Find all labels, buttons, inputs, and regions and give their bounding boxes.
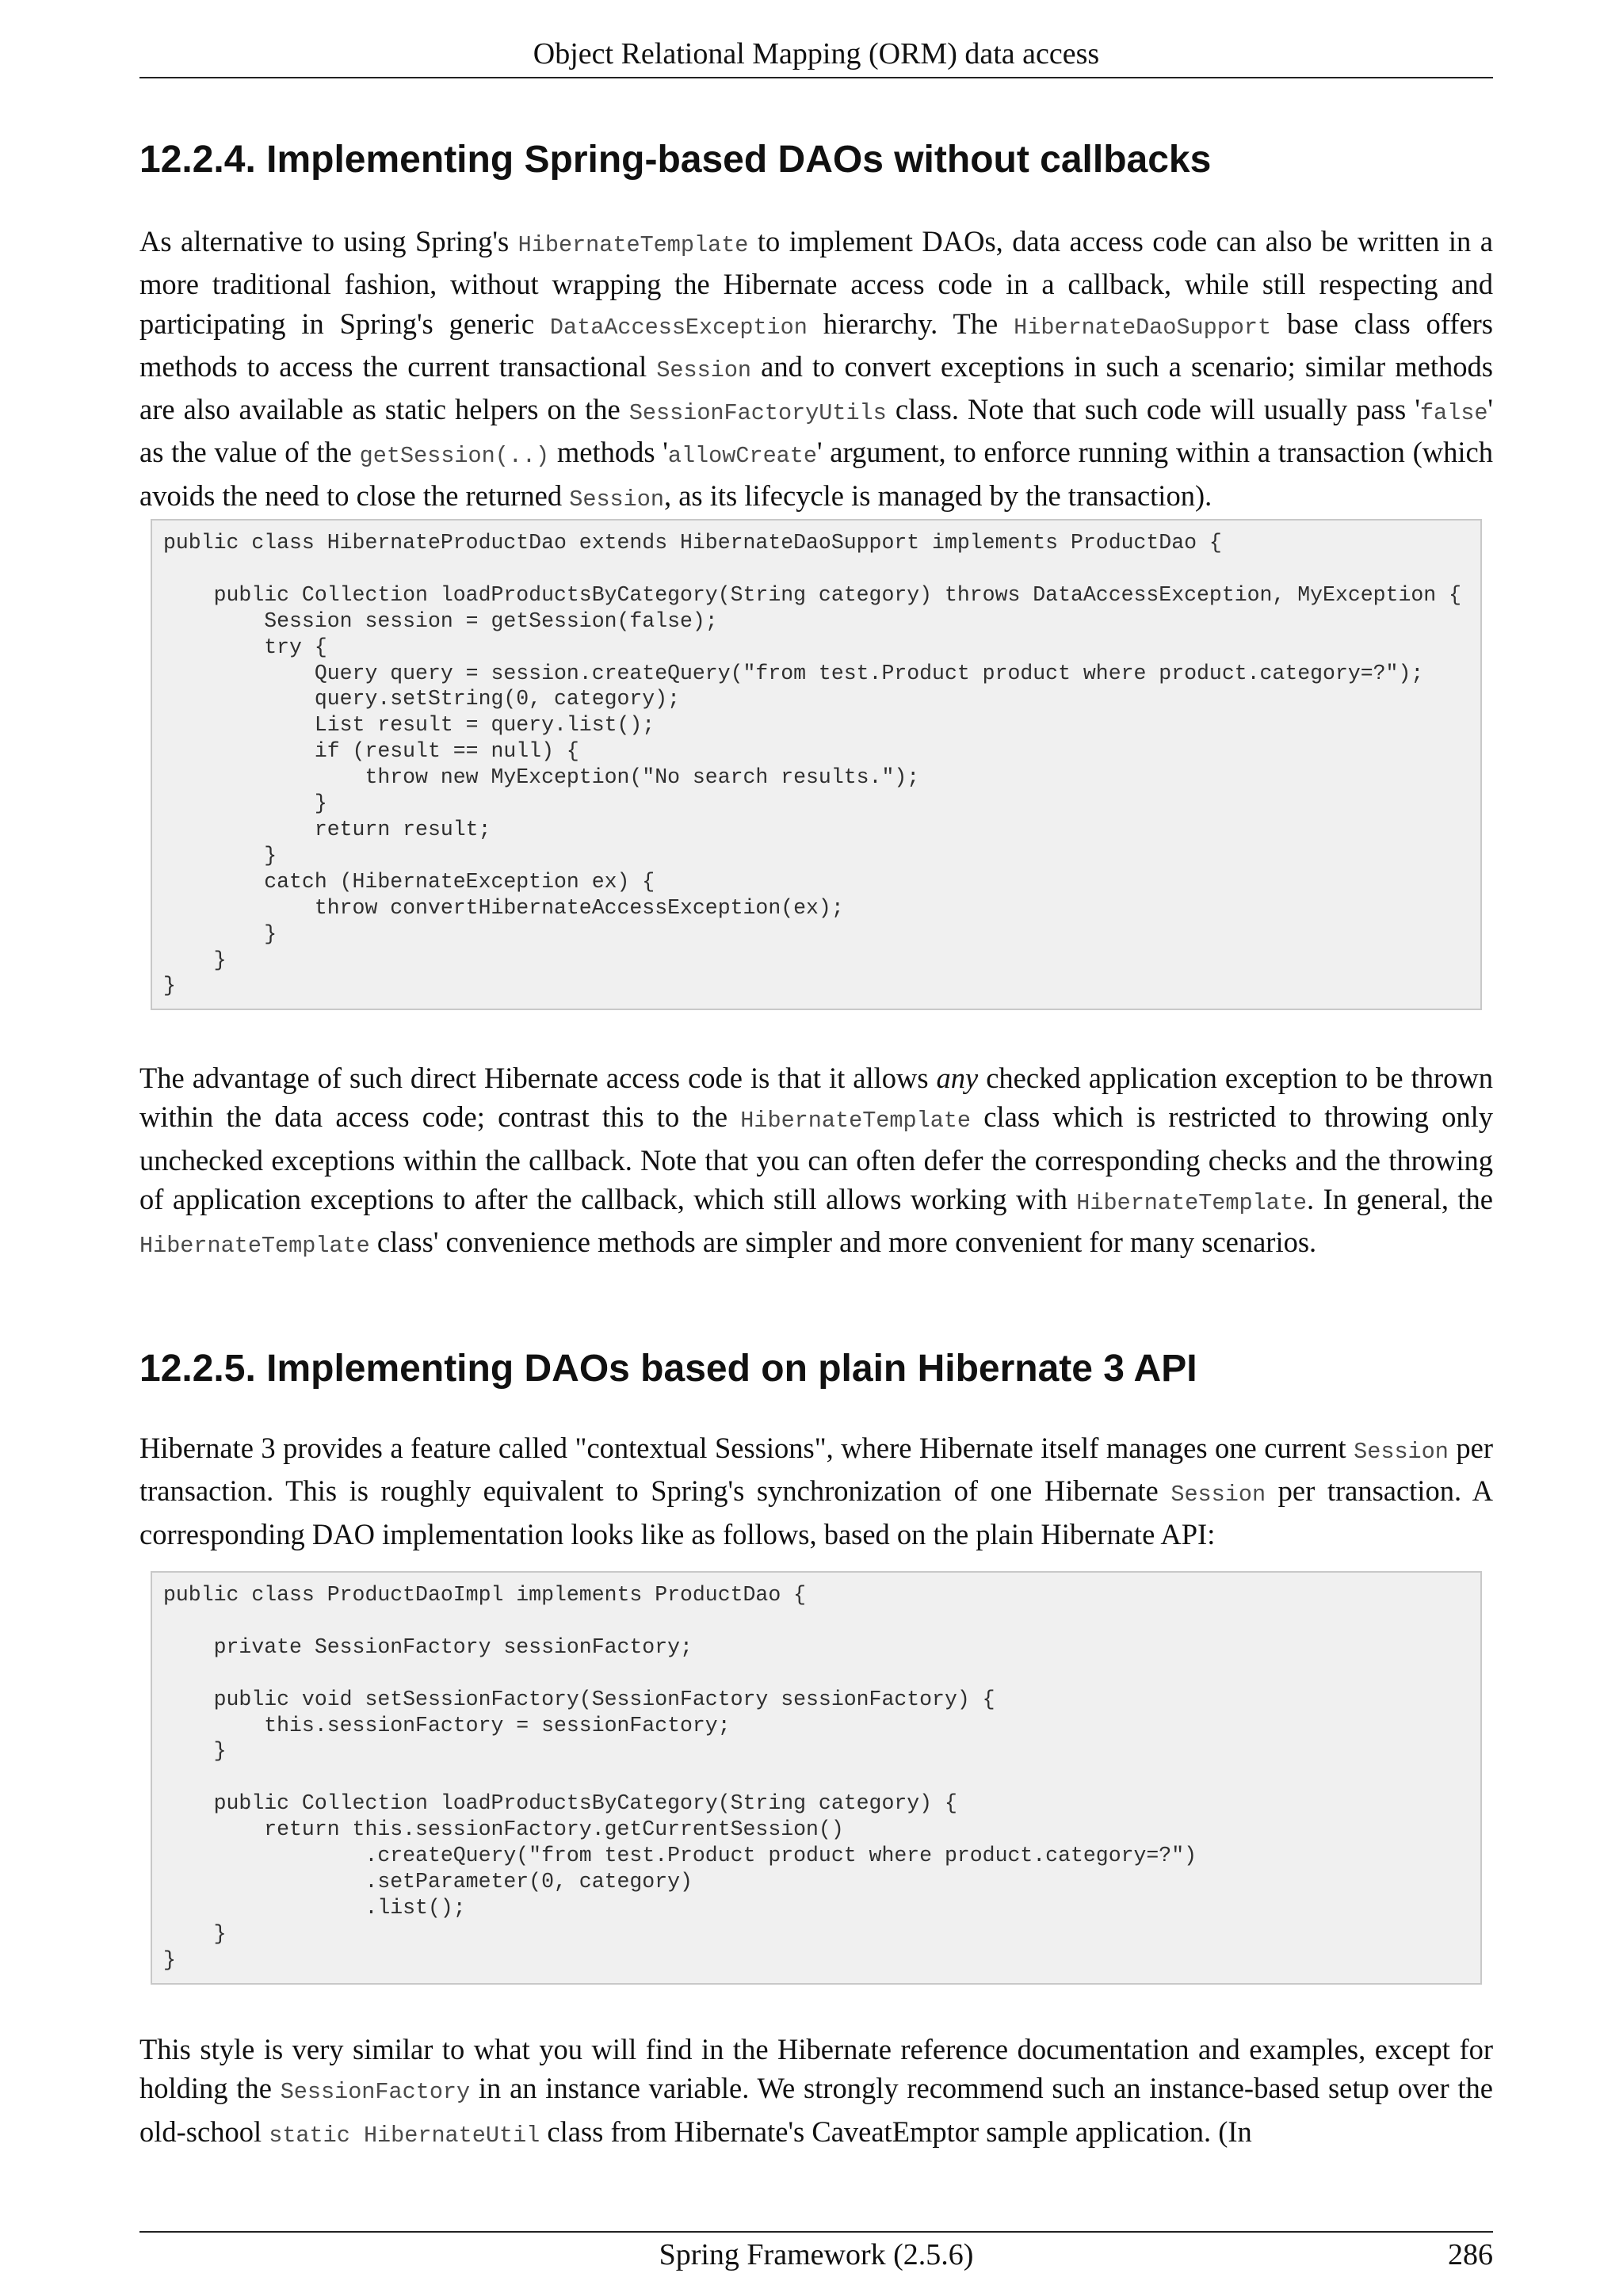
header-rule <box>139 77 1493 78</box>
inline-code: HibernateTemplate <box>517 232 749 258</box>
inline-code: SessionFactoryUtils <box>628 400 887 427</box>
inline-code: HibernateTemplate <box>139 1233 370 1260</box>
inline-code: false <box>1419 400 1488 427</box>
section-heading-12-2-5: 12.2.5. Implementing DAOs based on plain Hibernate 3 API <box>139 1348 1197 1390</box>
paragraph-instance-based-setup: This style is very similar to what you will find in the Hibernate reference documentation and examples, except for holding the SessionFactory in an instance variable. We strongly recommend such an instance-based setup over the old-school static HibernateUtil class from Hibernate's CaveatEmptor sample application. (In <box>139 2033 1493 2149</box>
code-block-product-dao-impl: public class ProductDaoImpl implements ProductDao { private SessionFactory sessionFactory; public void setSessionFactory(SessionFactory sessionFactory) { this.sessionFactory = sessionFactory; } public Collection loadProductsByCategory(String category) { return this.sessionFactory.getCurrentSession() .createQuery("from test.Product product where product.category=?") .setParameter(0, category) .list(); } } <box>151 1571 1482 1985</box>
inline-code: Session <box>1354 1439 1449 1465</box>
paragraph-contextual-sessions: Hibernate 3 provides a feature called "contextual Sessions", where Hibernate itself manages one current Session per transaction. This is roughly equivalent to Spring's synchronization of one Hibernate Session per transaction. A corresponding DAO implementation looks like as follows, based on the plain Hibernate API: <box>139 1432 1493 1550</box>
inline-code: getSession(..) <box>359 443 550 470</box>
running-header: Object Relational Mapping (ORM) data access <box>533 37 1100 71</box>
inline-code: allowCreate <box>667 443 817 470</box>
inline-code: static HibernateUtil <box>269 2122 540 2149</box>
inline-code: HibernateTemplate <box>1076 1189 1308 1216</box>
inline-code: Session <box>656 357 752 383</box>
inline-code: HibernateDaoSupport <box>1014 314 1272 341</box>
inline-code: Session <box>1170 1482 1266 1508</box>
inline-code: Session <box>569 486 664 513</box>
inline-code: SessionFactory <box>280 2079 471 2106</box>
inline-code: HibernateTemplate <box>740 1108 972 1135</box>
paragraph-direct-access-advantage: The advantage of such direct Hibernate access code is that it allows any checked application exception to be thrown within the data access code; contrast this to the HibernateTemplate class which is restricted to throwing only unchecked exceptions within the callback. Note that you can often defer the corresponding checks and the throwing of application exceptions to after the callback, which still allows working with HibernateTemplate. In general, the HibernateTemplate class' convenience methods are simpler and more convenient for many scenarios. <box>139 1062 1493 1260</box>
inline-code: DataAccessException <box>549 314 808 341</box>
footer-rule <box>139 2231 1493 2233</box>
code-block-hibernate-product-dao: public class HibernateProductDao extends HibernateDaoSupport implements ProductDao { public Collection loadProductsByCategory(String category) throws DataAccessException, MyException { Session session = getSession(false); try { Query query = session.createQuery("from test.Product product where product.category=?"); query.setString(0, category); List result = query.list(); if (result == null) { throw new MyException("No search results."); } return result; } catch (HibernateException ex) { throw convertHibernateAccessException(ex); } } } <box>151 519 1482 1010</box>
page-number: 286 <box>1448 2238 1493 2271</box>
footer-title: Spring Framework (2.5.6) <box>659 2238 974 2271</box>
section-heading-12-2-4: 12.2.4. Implementing Spring-based DAOs without callbacks <box>139 139 1212 181</box>
emphasis-text: any <box>936 1062 979 1094</box>
paragraph-intro-daos-without-callbacks: As alternative to using Spring's HibernateTemplate to implement DAOs, data access code can also be written in a more traditional fashion, without wrapping the Hibernate access code in a callback, while still respecting and participating in Spring's generic DataAccessException hierarchy. The HibernateDaoSupport base class offers methods to access the current transactional Session and to convert exceptions in such a scenario; similar methods are also available as static helpers on the SessionFactoryUtils class. Note that such code will usually pass 'false' as the value of the getSession(..) methods 'allowCreate' argument, to enforce running within a transaction (which avoids the need to close the returned Session, as its lifecycle is managed by the transaction). <box>139 225 1494 513</box>
